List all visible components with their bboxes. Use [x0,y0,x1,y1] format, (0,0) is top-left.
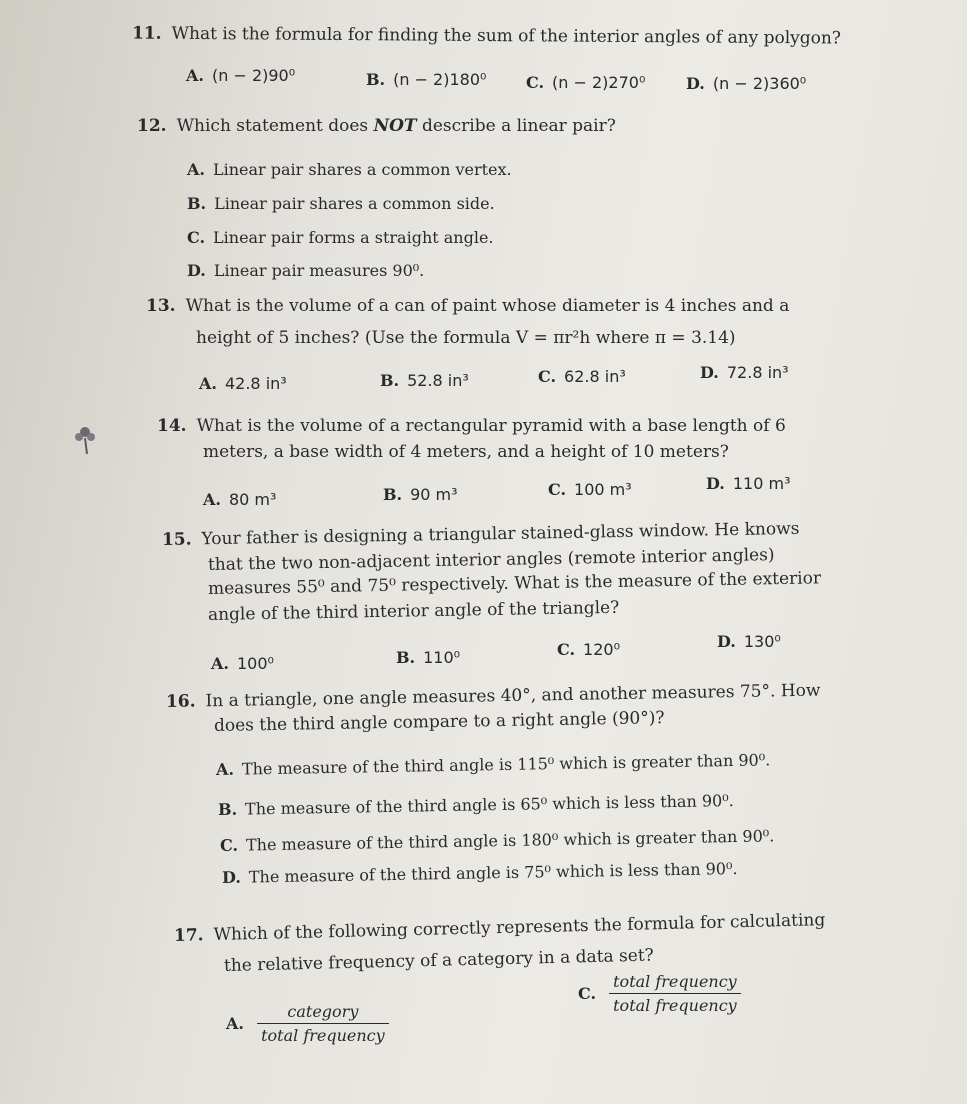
question-text-end: describe a linear pair? [416,116,616,136]
option-letter: C. [538,367,557,386]
option-letter: B. [396,648,416,667]
q15-option-d[interactable] [717,632,781,651]
question-emphasis: NOT [373,116,417,136]
option-letter: D. [717,632,736,651]
q11-option-c[interactable] [526,73,645,92]
option-value: 72.8 in³ [726,363,789,382]
q14-option-a[interactable] [203,490,276,509]
q13-option-d[interactable] [700,363,789,382]
option-letter: A. [186,66,204,85]
option-letter: B. [187,194,207,213]
option-letter: D. [700,363,719,382]
option-letter: C. [548,480,567,499]
question-15-line3: measures 55⁰ and 75⁰ respectively. What is the measure of the exterior [207,568,822,599]
option-letter: B. [366,70,386,89]
option-letter: A. [211,654,229,673]
q16-option-d[interactable] [222,859,738,887]
option-letter: A. [199,374,217,393]
option-value: 100⁰ [236,654,274,673]
option-value: 130⁰ [743,632,781,651]
q14-option-c[interactable] [548,480,632,499]
question-number: 15. [161,529,192,550]
q16-option-c[interactable] [220,826,775,855]
q15-option-b[interactable] [396,648,460,667]
question-number: 12. [137,116,167,136]
q12-option-b[interactable] [187,194,495,213]
option-letter: C. [187,228,206,247]
question-13-line2: height of 5 inches? (Use the formula V = πr²h where π = 3.14) [196,328,736,348]
option-value: Linear pair shares a common side. [214,194,495,213]
question-16-line2: does the third angle compare to a right angle (90°)? [213,708,665,736]
option-letter: A. [203,490,221,509]
option-value: 120⁰ [583,640,620,659]
q14-option-d[interactable] [706,474,791,493]
q13-option-a[interactable] [199,374,287,393]
question-text-line1: Which of the following correctly represents the formula for calculating [213,910,826,946]
question-12 [137,112,616,140]
question-text-line1: What is the volume of a can of paint whose diameter is 4 inches and a [185,296,790,316]
option-letter: D. [686,74,705,93]
q12-option-c[interactable] [187,228,494,247]
option-letter: C. [526,73,545,92]
q16-option-a[interactable] [216,750,771,779]
option-value: (n − 2)270⁰ [552,73,646,92]
question-number: 11. [131,23,162,44]
fraction-numerator: total frequency [609,972,741,994]
question-11 [132,20,841,53]
option-value: The measure of the third angle is 180⁰ which is greater than 90⁰. [245,826,775,855]
question-14-line2: meters, a base width of 4 meters, and a height of 10 meters? [203,442,729,462]
option-value: Linear pair measures 90⁰. [213,261,425,280]
option-letter: D. [706,474,725,493]
option-letter: C. [219,835,239,855]
q11-option-a[interactable] [186,66,295,85]
question-number: 14. [157,416,187,436]
option-value: 100 m³ [574,480,632,499]
fraction-denominator: total frequency [613,996,737,1015]
q13-option-c[interactable] [538,367,626,386]
option-value: 90 m³ [410,485,458,504]
question-15-line4: angle of the third interior angle of the triangle? [207,597,620,625]
option-value: The measure of the third angle is 65⁰ which is less than 90⁰. [244,790,734,819]
q15-option-a[interactable] [211,654,274,673]
fraction-numerator: category [257,1002,389,1024]
q11-option-d[interactable] [686,74,806,93]
option-value: The measure of the third angle is 75⁰ which is less than 90⁰. [248,859,738,887]
option-letter: A. [215,759,235,779]
option-value: (n − 2)180⁰ [393,70,487,89]
q17-option-c[interactable] [578,972,741,1015]
q14-option-b[interactable] [383,485,458,504]
q12-option-d[interactable] [187,261,424,280]
option-value: 42.8 in³ [224,374,287,393]
question-text-line1: In a triangle, one angle measures 40°, and another measures 75°. How [205,680,821,712]
option-letter: D. [221,867,242,887]
option-letter: A. [187,160,205,179]
option-value: 110 m³ [732,474,791,493]
option-value: Linear pair shares a common vertex. [212,160,512,179]
option-letter: A. [226,1014,244,1033]
option-letter: C. [557,640,576,659]
question-text: Which statement does [176,116,374,136]
q13-option-b[interactable] [380,371,469,390]
flower-icon [70,422,100,456]
fraction-denominator: total frequency [261,1026,385,1045]
question-text: What is the formula for finding the sum of the interior angles of any polygon? [171,23,842,49]
question-number: 13. [146,296,176,316]
q12-option-a[interactable] [187,160,512,179]
option-value: 110⁰ [423,648,461,667]
option-value: 80 m³ [228,490,277,509]
option-letter: B. [217,799,238,819]
question-17 [174,906,826,950]
question-text-line1: What is the volume of a rectangular pyramid with a base length of 6 [196,416,786,436]
option-value: 62.8 in³ [564,367,626,386]
fraction-c [609,972,741,1015]
q17-option-a[interactable] [226,1002,389,1045]
question-number: 16. [165,691,196,712]
fraction-a [257,1002,389,1045]
q11-option-b[interactable] [366,70,486,89]
option-value: The measure of the third angle is 115⁰ which is greater than 90⁰. [241,750,771,779]
option-letter: B. [383,485,403,504]
question-14 [157,412,786,440]
option-value: Linear pair forms a straight angle. [213,228,494,247]
option-letter: B. [380,371,400,390]
question-15-line2: that the two non-adjacent interior angles (remote interior angles) [207,545,775,575]
option-value: (n − 2)90⁰ [211,66,296,85]
question-17-line2: the relative frequency of a category in a data set? [223,945,655,976]
option-value: (n − 2)360⁰ [712,74,807,93]
question-13 [146,292,789,320]
question-number: 17. [173,925,204,946]
q15-option-c[interactable] [557,640,620,659]
option-value: 52.8 in³ [407,371,469,390]
option-letter: D. [187,261,206,280]
option-letter: C. [578,984,597,1003]
q16-option-b[interactable] [218,791,734,819]
question-text-line1: Your father is designing a triangular stained-glass window. He knows [201,518,800,550]
